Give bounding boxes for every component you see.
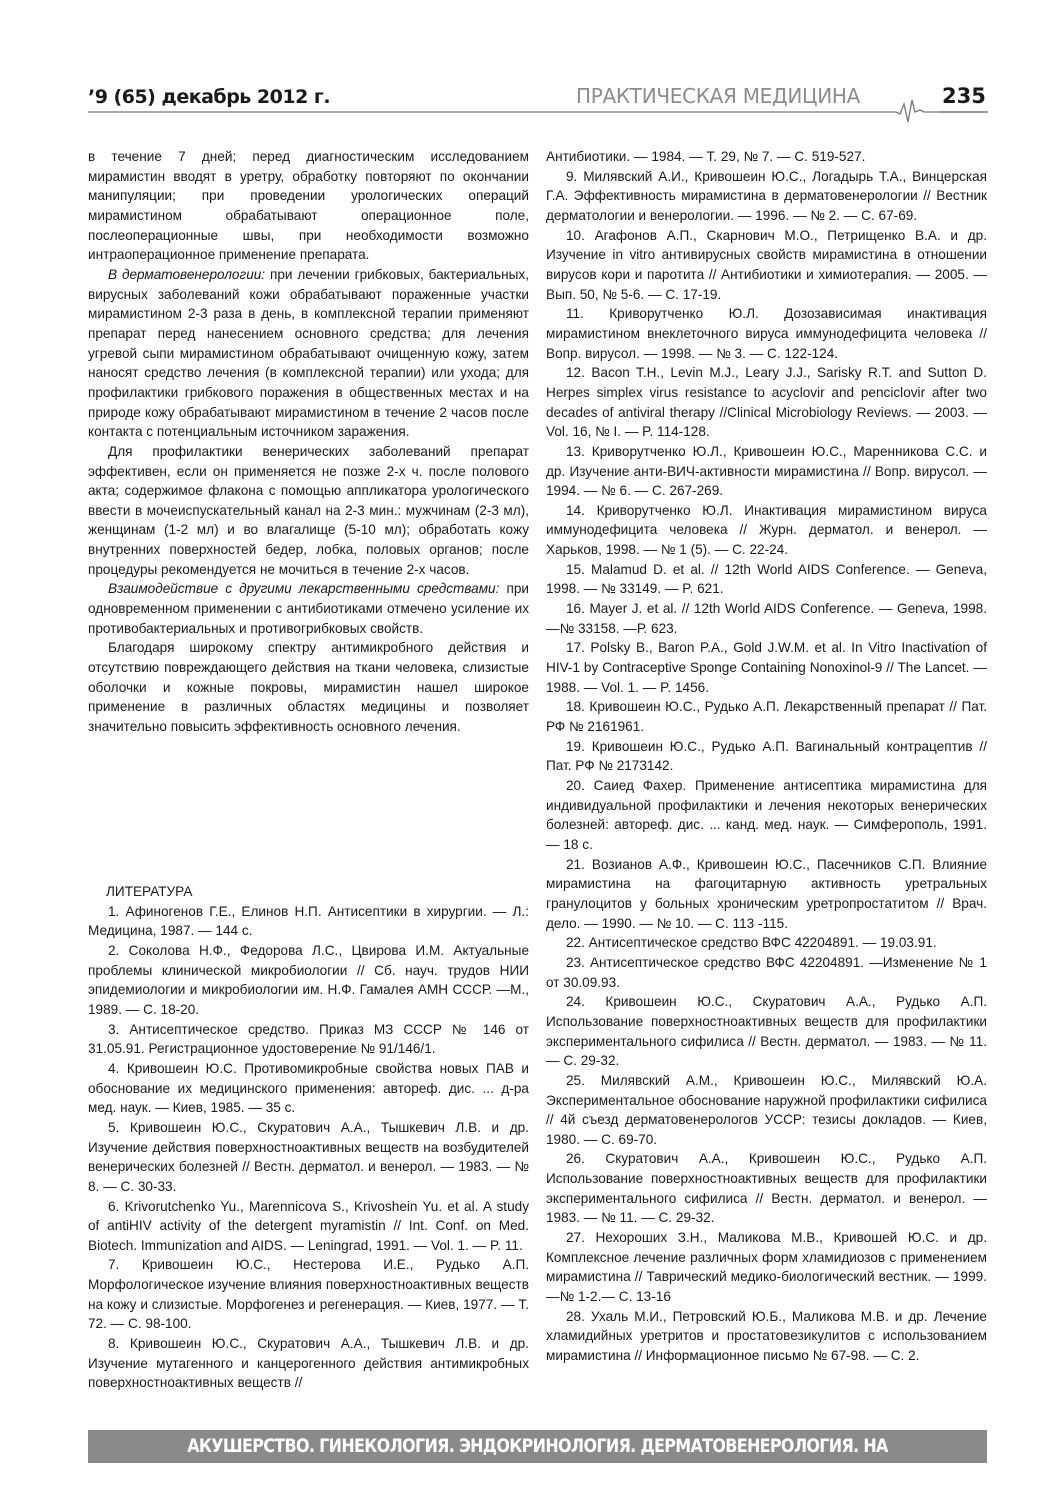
reference-item: 14. Криворутченко Ю.Л. Инактивация мирамистином вируса иммунодефицита человека // Журн. дерматол. и венерол. — Харьков, 1998. — № 1 (5). — С. 22-24. <box>546 502 987 558</box>
reference-item: 1. Афиногенов Г.Е., Елинов Н.П. Антисептики в хирургии. — Л.: Медицина, 1987. — 144 с. <box>88 903 529 939</box>
reference-item: 20. Саиед Фахер. Применение антисептика мирамистина для индивидуальной профилактики и лечения некоторых венерических болезней: автореф. дис. ... канд. мед. наук. — Симферополь, 1991. — 18 с. <box>546 778 987 852</box>
paragraph-text: в течение 7 дней; перед диагностическим исследованием мирамистин вводят в уретру, обработку повторяют по окончании манипуляции; при проведении урологических операций мирамистином обрабатывают операционное поле, послеоперационные швы, при необходимости возможно интраоперационное применение препарата. <box>88 149 529 263</box>
body-paragraph <box>88 265 529 442</box>
reference-continuation: Антибиотики. — 1984. — Т. 29, № 7. — С. 519-527. <box>546 149 866 164</box>
reference-item: 15. Malamud D. et al. // 12th World AIDS Conference. — Geneva, 1998. — № 33149. — P. 621. <box>546 561 987 597</box>
reference-item: 7. Кривошеин Ю.С., Нестерова И.Е., Рудько А.П. Морфологическое изучение влияния поверхностноактивных веществ на кожу и слизистые. Морфогенез и регенерация. — Киев, 1977. — Т. 72. — С. 98-100. <box>88 1257 529 1332</box>
paragraph-text: Благодаря широкому спектру антимикробного действия и отсутствию повреждающего действия на ткани человека, слизистые оболочки и кожные покровы, мирамистин нашел широкое применение в различных областях медицины и позволяет значительно повысить эффективность основного лечения. <box>88 640 529 735</box>
reference-item: 25. Милявский А.М., Кривошеин Ю.С., Милявский Ю.А. Экспериментальное обоснование наружной профилактики сифилиса // 4й съезд дерматовенерологов УССР: тезисы докладов. — Киев, 1980. — С. 69-70. <box>546 1072 987 1147</box>
references-title: ЛИТЕРАТУРА <box>106 884 193 899</box>
references-left <box>88 882 529 1393</box>
reference-item: 11. Криворутченко Ю.Л. Дозозависимая инактивация мирамистином внеклеточного вируса иммунодефицита человека // Вопр. вирусол. — 1998. — № 3. — С. 122-124. <box>546 306 987 361</box>
reference-item: 18. Кривошеин Ю.С., Рудько А.П. Лекарственный препарат // Пат. РФ № 2161961. <box>546 699 987 735</box>
paragraph-lead: Взаимодействие с другими лекарственными средствами: <box>108 581 500 597</box>
reference-item: 26. Скуратович А.А., Кривошеин Ю.С., Рудько А.П. Использование поверхностноактивных веществ для профилактики экспериментального сифилиса // Вестн. дерматол. и венерол. — 1983. — № 11. — С. 29-32. <box>546 1151 987 1226</box>
reference-item: 19. Кривошеин Ю.С., Рудько А.П. Вагинальный контрацептив // Пат. РФ № 2173142. <box>546 738 987 774</box>
reference-item: 3. Антисептическое средство. Приказ МЗ СССР № 146 от 31.05.91. Регистрационное удостоверение № 91/146/1. <box>88 1021 529 1057</box>
left-column-body <box>88 147 529 737</box>
footer-text: АКУШЕРСТВО. ГИНЕКОЛОГИЯ. ЭНДОКРИНОЛОГИЯ. ДЕРМАТОВЕНЕРОЛОГИЯ. НА ПРАВАХ РЕКЛАМЫ <box>187 1435 888 1490</box>
body-paragraph <box>88 638 529 736</box>
page-number: 235 <box>942 84 986 108</box>
reference-item: 24. Кривошеин Ю.С., Скуратович А.А., Рудько А.П. Использование поверхностноактивных веществ для профилактики экспериментального сифилиса // Вестн. дерматол. — 1983. — № 11. — С. 29-32. <box>546 994 987 1069</box>
reference-item: 28. Ухаль М.И., Петровский Ю.Б., Маликова М.В. и др. Лечение хламидийных уретритов и простатовезикулитов с использованием мирамистина // Информационное письмо № 67-98. — С. 2. <box>546 1308 987 1364</box>
reference-item: 6. Krivorutchenko Yu., Marennicova S., Krivoshein Yu. et al. A study of antiHIV activity of the detergent myramistin // Int. Conf. on Med. Biotech. Immunization and AIDS. — Leningrad, 1991. — Vol. 1. — P. 11. <box>88 1198 529 1253</box>
reference-item: 5. Кривошеин Ю.С., Скуратович А.А., Тышкевич Л.В. и др. Изучение действия поверхностноактивных веществ на возбудителей венерических болезней // Вестн. дерматол. и венерол. — 1983. — № 8. — С. 30-33. <box>88 1119 529 1194</box>
journal-title: ПРАКТИЧЕСКАЯ МЕДИЦИНА <box>576 84 860 108</box>
paragraph-text: Для профилактики венерических заболеваний препарат эффективен, если он применяется не позже 2-х ч. после полового акта; содержимое флакона с помощью аппликатора урологического ввести в мочеиспускательный канал на 2-3 мин.: мужчинам (2-3 мл), женщинам (1-2 мл) и во влагалище (5-10 мл); обработать кожу внутренних поверхностей бедер, лобка, половых органов; после процедуры рекомендуется не мочиться в течение 2-х часов. <box>88 443 529 577</box>
reference-item: 17. Polsky B., Baron P.A., Gold J.W.M. et al. In Vitro Inactivation of HIV-1 by Contraceptive Sponge Containing Nonoxinol-9 // The Lancet. — 1988. — Vol. 1. — P. 1456. <box>546 640 987 695</box>
reference-item: 12. Bacon T.H., Levin M.J., Leary J.J., Sarisky R.T. and Sutton D. Herpes simplex virus resistance to acyclovir and penciclovir after two decades of antiviral therapy //Clinical Microbiology Reviews. — 2003. — Vol. 16, № I. — P. 114-128. <box>546 365 987 440</box>
paragraph-text: при лечении грибковых, бактериальных, вирусных заболеваний кожи обрабатывают пораженные участки мирамистином 2-3 раза в день, в комплексной терапии применяют препарат перед нанесением основного средства; для лечения угревой сыпи мирамистином обрабатывают очищенную кожу, затем наносят средство лечения (в комплексной терапии) или ухода; для профилактики грибкового поражения в общественных местах и на природе кожу обрабатывают мирамистином в течение 2 часов после контакта с потенциальным источником заражения. <box>88 266 529 440</box>
paragraph-text: при одновременном применении с антибиотиками отмечено усиление их противобактериальных и противогрибковых свойств. <box>88 581 530 636</box>
heartbeat-rule-icon <box>88 100 988 122</box>
footer-banner <box>88 1430 987 1490</box>
body-paragraph <box>88 147 529 265</box>
body-paragraph <box>88 442 529 580</box>
paragraph-lead: В дерматовенерологии: <box>108 266 266 282</box>
reference-item: 23. Антисептическое средство ВФС 42204891. —Изменение № 1 от 30.09.93. <box>546 954 987 990</box>
body-paragraph <box>88 579 529 638</box>
references-right <box>546 147 987 1366</box>
reference-item: 9. Милявский А.И., Кривошеин Ю.С., Логадырь Т.А., Винцерская Г.А. Эффективность мирамистина в дерматовенерологии // Вестник дерматологии и венерологии. — 1996. — № 2. — С. 67-69. <box>546 168 987 223</box>
reference-item: 4. Кривошеин Ю.С. Противомикробные свойства новых ПАВ и обоснование их медицинского применения: автореф. дис. ... д-ра мед. наук. — Киев, 1985. — 35 с. <box>88 1060 529 1116</box>
reference-item: 10. Агафонов А.П., Скарнович М.О., Петрищенко В.А. и др. Изучение in vitro антивирусных свойств мирамистина в отношении вирусов кори и паротита // Антибиотики и химиотерапия. — 2005. — Вып. 50, № 5-6. — С. 17-19. <box>546 227 987 302</box>
reference-item: 27. Нехороших З.Н., Маликова М.В., Кривошей Ю.С. и др. Комплексное лечение различных форм хламидиозов с применением мирамистина // Таврический медико-биологический вестник. — 1999. —№ 1-2.— С. 13-16 <box>546 1230 987 1305</box>
reference-item: 22. Антисептическое средство ВФС 42204891. — 19.03.91. <box>566 935 937 951</box>
reference-item: 16. Mayer J. et al. // 12th World AIDS Conference. — Geneva, 1998. —№ 33158. —Р. 623. <box>546 601 987 636</box>
reference-item: 8. Кривошеин Ю.С., Скуратович А.А., Тышкевич Л.В. и др. Изучение мутагенного и канцерогенного действия антимикробных поверхностноактивных веществ // <box>88 1336 529 1391</box>
reference-item: 13. Криворутченко Ю.Л., Кривошеин Ю.С., Маренникова С.С. и др. Изучение анти-ВИЧ-активности мирамистина // Вопр. вирусол. — 1994. — № 6. — С. 267-269. <box>546 443 987 499</box>
issue-info: ’9 (65) декабрь 2012 г. <box>88 86 331 108</box>
reference-item: 21. Возианов А.Ф., Кривошеин Ю.С., Пасечников С.П. Влияние мирамистина на фагоцитарную активность уретральных гранулоцитов у больных хроническим уретропростатитом // Врач. дело. — 1990. — № 10. — С. 113 -115. <box>546 856 987 931</box>
reference-item: 2. Соколова Н.Ф., Федорова Л.С., Цвирова И.М. Актуальные проблемы клинической микробиологии // Сб. науч. трудов НИИ эпидемиологии и микробиологии им. Н.Ф. Гамалея АМН СССР. —М., 1989. — С. 18-20. <box>88 942 529 1017</box>
